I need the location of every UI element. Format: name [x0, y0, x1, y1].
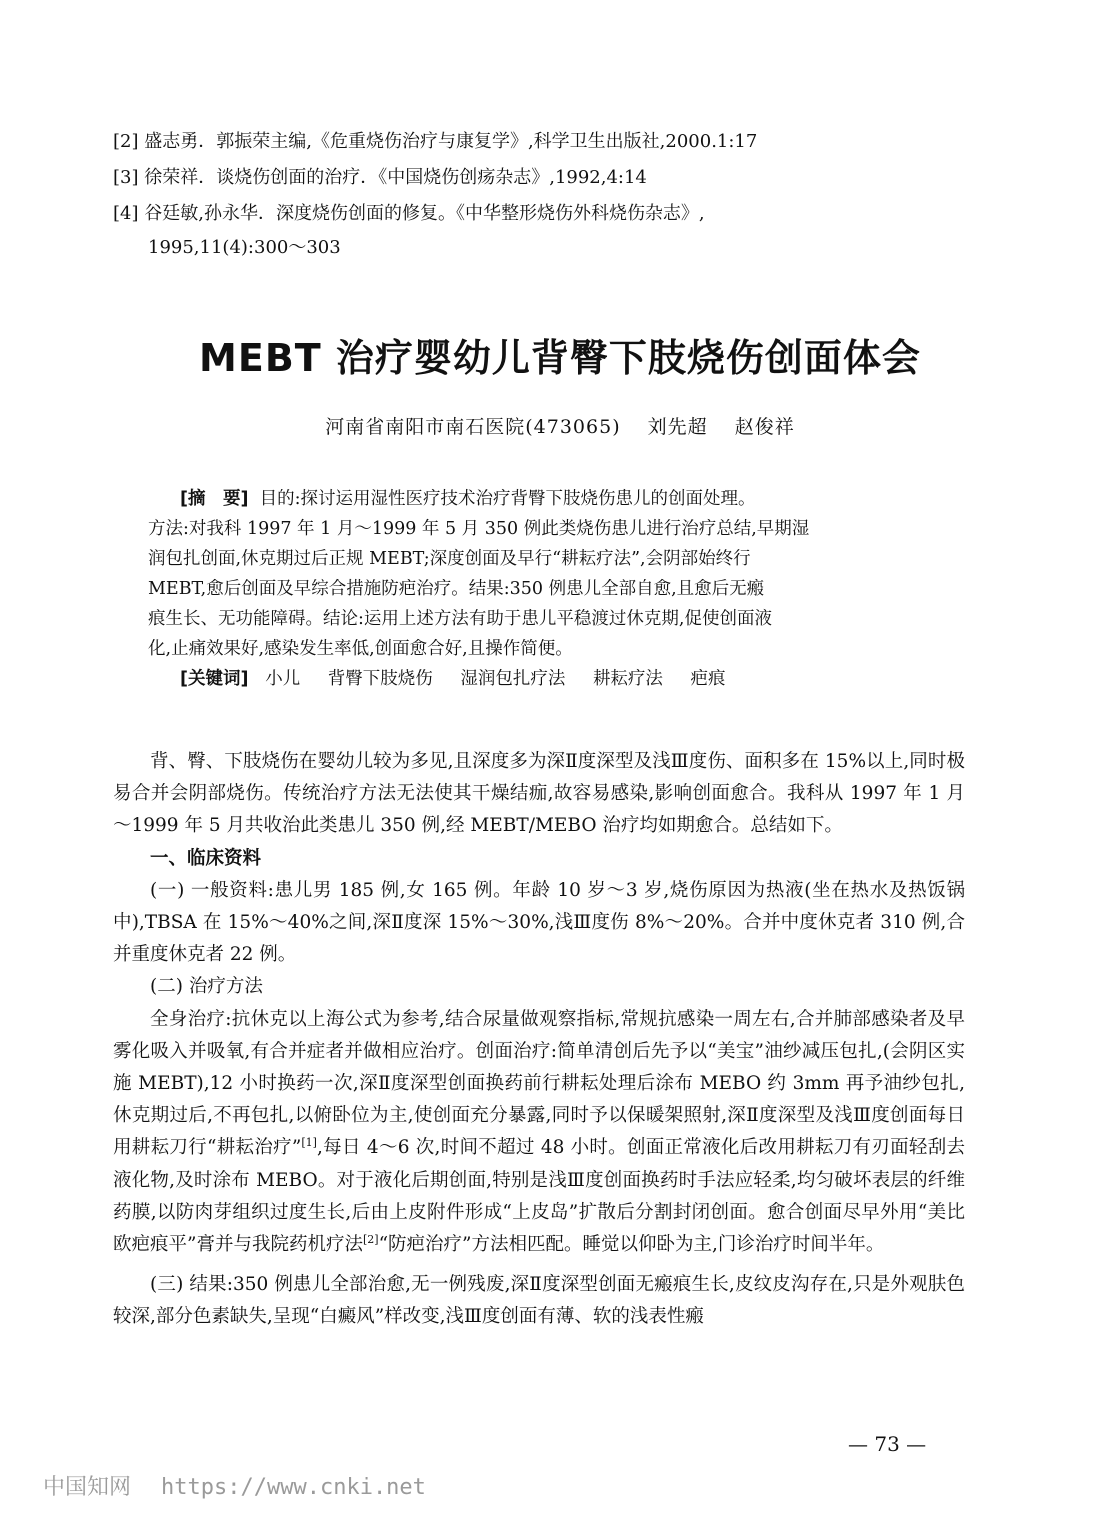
article-title: MEBT 治疗婴幼儿背臀下肢烧伤创面体会	[199, 336, 921, 380]
watermark	[43, 1470, 426, 1501]
results-paragraph: (三) 结果:350 例患儿全部治愈,无一例残废,深Ⅱ度深型创面无瘢痕生长,皮纹皮沟存在,只是外观肤色较深,部分色素缺失,呈现“白癜风”样改变,浅Ⅲ度创面有薄、软的浅表性瘢	[113, 1274, 965, 1328]
keyword: 湿润包扎疗法	[460, 669, 566, 689]
article-body	[113, 746, 965, 1334]
author-name: 刘先超	[647, 416, 708, 438]
reference-4-continuation: 1995,11(4):300～303	[148, 237, 341, 258]
subsection-heading: (二) 治疗方法	[150, 976, 263, 998]
reference-3: [3] 徐荣祥．谈烧伤创面的治疗．《中国烧伤创疡杂志》,1992,4:14	[113, 167, 647, 188]
keyword: 耕耘疗法	[592, 669, 663, 689]
keywords-label: [关键词]	[180, 669, 249, 689]
keywords	[148, 664, 948, 694]
affiliation: 河南省南阳市南石医院(473065)	[325, 416, 621, 438]
reference-2: [2] 盛志勇．郭振荣主编,《危重烧伤治疗与康复学》,科学卫生出版社,2000.1:17	[113, 131, 758, 152]
reference-4: [4] 谷廷敏,孙永华．深度烧伤创面的修复。《中华整形烧伤外科烧伤杂志》,	[113, 203, 705, 224]
citation: [2]	[362, 1232, 379, 1246]
abstract-line: [摘 要] 目的:探讨运用湿性医疗技术治疗背臀下肢烧伤患儿的创面处理。	[180, 489, 756, 509]
keyword: 小儿	[265, 669, 301, 689]
keyword: 背臀下肢烧伤	[327, 669, 433, 689]
abstract-line: 方法:对我科 1997 年 1 月～1999 年 5 月 350 例此类烧伤患儿进行治疗总结,早期湿	[148, 519, 810, 539]
methods-paragraph: 全身治疗:抗休克以上海公式为参考,结合尿量做观察指标,常规抗感染一周左右,合并肺部感染者及早雾化吸入并吸氧,有合并症者并做相应治疗。创面治疗:简单清创后先予以“美宝”油纱减压包扎,(会阴区实施 MEBT),12 小时换药一次,深Ⅱ度深型创面换药前行耕耘处理后涂布 MEBO 约 3mm 再予油纱包扎,休克期过后,不再包扎,以俯卧位为主,使创面充分暴露,同时予以保暖架照射,深Ⅱ度深型及浅Ⅲ度创面每日用耕耘刀行“耕耘治疗”[1],每日 4～6 次,时间不超过 48 小时。创面正常液化后改用耕耘刀有刃面轻刮去液化物,及时涂布 MEBO。对于液化后期创面,特别是浅Ⅲ度创面换药时手法应轻柔,均匀破坏表层的纤维药膜,以防肉芽组织过度生长,后由上皮附件形成“上皮岛”扩散后分割封闭创面。愈合创面尽早外用“美比欧疤痕平”膏并与我院药机疗法[2]“防疤治疗”方法相匹配。睡觉以仰卧为主,门诊治疗时间半年。	[113, 1008, 965, 1256]
abstract-label: [摘 要]	[180, 489, 249, 509]
section-heading: 一、临床资料	[150, 847, 262, 869]
page-number: — 73 —	[848, 1432, 927, 1456]
author-name: 赵俊祥	[734, 416, 795, 438]
general-paragraph: (一) 一般资料:患儿男 185 例,女 165 例。年龄 10 岁～3 岁,烧伤原因为热液(坐在热水及热饭锅中),TBSA 在 15%～40%之间,深Ⅱ度深 15%～30%,浅Ⅲ度伤 8%～20%。合并中度休克者 310 例,合并重度休克者 22 例。	[113, 879, 965, 966]
citation: [1]	[301, 1136, 317, 1150]
abstract-line: MEBT,愈后创面及早综合措施防疤治疗。结果:350 例患儿全部自愈,且愈后无瘢	[148, 579, 765, 599]
intro-paragraph: 背、臀、下肢烧伤在婴幼儿较为多见,且深度多为深Ⅱ度深型及浅Ⅲ度伤、面积多在 15%以上,同时极易合并会阴部烧伤。传统治疗方法无法使其干燥结痂,故容易感染,影响创面愈合。我科从 1997 年 1 月～1999 年 5 月共收治此类患儿 350 例,经 MEBT/MEBO 治疗均如期愈合。总结如下。	[113, 751, 965, 837]
author-line	[0, 412, 1120, 439]
abstract-line: 化,止痛效果好,感染发生率低,创面愈合好,且操作简便。	[148, 639, 573, 659]
watermark-brand: 中国知网	[43, 1475, 132, 1500]
abstract-line: 润包扎创面,休克期过后正规 MEBT;深度创面及早行“耕耘疗法”,会阴部始终行	[148, 549, 751, 569]
watermark-url: https://www.cnki.net	[161, 1475, 426, 1500]
abstract	[148, 484, 948, 694]
keyword: 疤痕	[690, 669, 726, 689]
abstract-line: 痕生长、无功能障碍。结论:运用上述方法有助于患儿平稳渡过休克期,促使创面液	[148, 609, 772, 629]
